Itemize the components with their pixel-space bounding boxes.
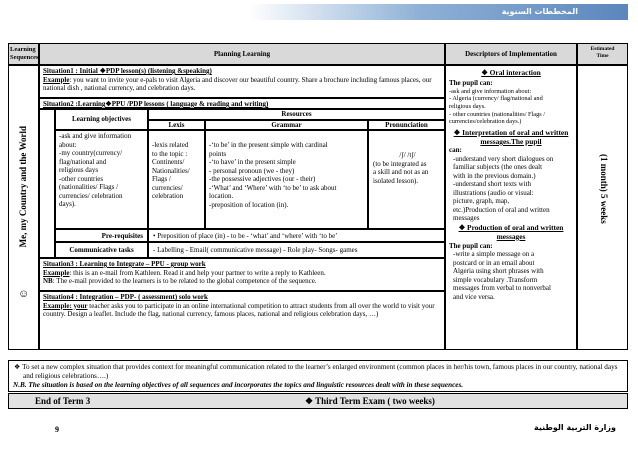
situation1-block [39, 65, 445, 98]
lexis-line: celebration [152, 192, 184, 201]
lexis-header-text: Lexis [168, 121, 185, 129]
situation3-title: Situation3 : Learning to Integrate – PPU - group work [43, 260, 206, 268]
communicative-value [148, 242, 445, 258]
bullet-icon: • [153, 232, 158, 240]
grammar-line: -‘to be’ in the present simple with cardinal [209, 141, 328, 149]
footer-note-bullet [14, 363, 621, 381]
production-item: -write a simple message on a [453, 250, 535, 259]
situation3-block [39, 258, 445, 291]
page-number: 9 [55, 425, 59, 434]
grammar-line: points [209, 149, 227, 158]
production-item: Algeria using short phrases with [453, 267, 544, 276]
can-label: can: [449, 145, 462, 154]
header-ls-line1: Learning [10, 46, 36, 53]
grammar-line: -preposition of location (in). [209, 200, 289, 209]
pronunciation-line: (to be integrated as [373, 159, 427, 168]
end-of-term-label: End of Term 3 [35, 396, 91, 406]
pupil-can-label-2: The pupil can: [449, 241, 493, 250]
sequence-title: Me, my Country and the World [18, 126, 28, 248]
situation1-example-text: : you want to invite your e-pals to visit Algeria and discover our beautiful country. Share a brochure including famous places, our national dish , national currency, and celebration days. [43, 75, 432, 93]
header-et-line2: Time [596, 52, 609, 59]
objectives-cell [55, 130, 148, 229]
situation4-example-text: teacher asks you to participate in an online international competition to attract students from all over the world to visit your country. Design a leaflet. Include the flag, national currency, famous places, national and religious celebration days, …) [43, 301, 435, 319]
interpretation-item: with in the previous domain.) [453, 171, 536, 180]
lexis-line: currencies/ [152, 183, 183, 192]
objective-line: days). [59, 200, 76, 209]
situation1-example [43, 76, 441, 93]
footer-note-block [8, 360, 628, 392]
interpretation-title [449, 128, 573, 146]
interpretation-item: messages [453, 214, 480, 223]
communicative-label-text: Communicative tasks [69, 246, 134, 254]
situation2-title: Situation2 :Learning❖PPU /PDP lessons ( language & reading and writing) [43, 100, 269, 108]
situation1-title: Situation1 : Initial ❖PDP lesson(s) (listening &speaking) [43, 67, 212, 75]
header-arabic-title: المخططات السنوية [501, 7, 578, 16]
interpretation-item: -understand short texts with [453, 180, 531, 189]
header-planning-learning-text: Planning Learning [213, 50, 271, 58]
oral-item: -ask and give information about: [449, 87, 532, 95]
lexis-line: Nationalities/ [152, 166, 190, 175]
estimated-time-value: (1 month) 5 weeks [598, 154, 609, 224]
grammar-line: -‘to have’ in the present simple [209, 158, 296, 167]
document-header-banner [248, 4, 628, 20]
production-item: messages from verbal to nonverbal [453, 284, 551, 293]
production-item: simple vocabulary .Transform [453, 275, 538, 284]
smiley-icon: ☺ [18, 288, 30, 300]
resources-header-text: Resources [281, 110, 312, 118]
pupil-can-label: The pupil can: [449, 79, 493, 88]
grammar-line: -the possessive adjectives (our - their) [209, 175, 316, 184]
grammar-header [205, 120, 368, 130]
situation3-example-text: : this is an e-mail from Kathleen. Read it and help your partner to write a reply to Kathleen. [69, 268, 326, 277]
oral-item: religious days. [449, 102, 486, 110]
situation3-nb [43, 277, 441, 286]
objective-line: about: [59, 140, 77, 149]
resources-header [148, 109, 445, 120]
header-estimated-time [577, 43, 628, 65]
pronunciation-symbols: /ʃ/ /tʃ/ [399, 151, 416, 159]
lexis-header [148, 120, 205, 130]
footer-note-text: To set a new complex situation that provides context for meaningful communication related to the learner’s enlarged environment (common places in her/his town, famous places in our country, national days and religious celebrations….) [22, 363, 618, 380]
interpretation-item: -understand very short dialogues on [453, 154, 554, 163]
pronunciation-cell [368, 130, 445, 229]
situation4-example-label: Example: your [43, 301, 88, 310]
oral-interaction-title: ❖ Oral interaction [481, 68, 541, 77]
header-ls-line2: Sequences [10, 53, 39, 61]
header-descriptors-text: Descriptors of Implementation [465, 50, 557, 58]
descriptors-column [445, 65, 577, 350]
objective-line: -other countries [59, 174, 104, 183]
lexis-line: Continents/ [152, 158, 185, 167]
objective-line: currencies/ celebration [59, 191, 123, 200]
objective-line: religious days [59, 166, 99, 175]
diamond-icon: ❖ [14, 363, 23, 371]
interpretation-item: picture, graph, map, [453, 197, 510, 206]
oral-item: - Algeria (currency/ flag/national and [449, 95, 543, 103]
prerequisites-text: Preposition of place (in) - to be - ‘what’ and ‘where’ with ‘to be’ [157, 232, 338, 240]
interpretation-item: illustrations (audio or visual: [453, 188, 534, 197]
prerequisites-value [148, 229, 445, 242]
time-column [577, 65, 628, 350]
end-term-bar [8, 393, 628, 409]
grammar-line: location. [209, 192, 234, 201]
situation2-left-gap [39, 109, 55, 258]
objectives-header-text: Learning objectives [72, 115, 131, 123]
objectives-header [55, 109, 148, 130]
situation1-example-label: Example [43, 75, 70, 84]
situation3-example-label: Example [43, 268, 70, 277]
objective-line: -ask and give information [59, 132, 132, 140]
objective-line: (nationalities/ Flags / [59, 183, 119, 192]
production-title: ❖ Production of oral and written messages [458, 222, 564, 241]
lexis-line: -lexis related [152, 141, 189, 149]
pronunciation-header-text: Pronunciation [385, 121, 428, 129]
grammar-header-text: Grammar [271, 121, 302, 129]
production-item: postcard or in an email about [453, 258, 535, 267]
interpretation-item: etc.)Production of oral and written [453, 205, 550, 214]
interpretation-title-text: ❖ Interpretation of oral and written messages. [453, 127, 569, 146]
footer-note-nb: N.B. The situation is based on the learning objectives of all sequences and incorporates the topics and linguistic resources dealt with in these sequences. [13, 380, 464, 389]
header-descriptors [445, 43, 577, 65]
production-item: and vice versa. [453, 293, 495, 302]
pronunciation-header [368, 120, 445, 130]
grammar-line: - personal pronoun (we - they) [209, 166, 295, 175]
third-term-exam-label: ❖ Third Term Exam ( two weeks) [305, 396, 435, 406]
sequence-column [8, 65, 39, 350]
ministry-arabic: وزارة التربية الوطنية [533, 423, 616, 432]
interpretation-title-tail: The pupil [510, 136, 542, 146]
lexis-cell [148, 130, 205, 229]
pronunciation-line: a skill and not as an [373, 168, 429, 177]
situation2-title-row [39, 98, 445, 109]
lexis-line: Flags / [152, 175, 171, 184]
lexis-line: to the topic : [152, 149, 188, 158]
prerequisites-label [55, 229, 148, 242]
header-planning-learning [39, 43, 445, 65]
situation4-title: Situation4 : Integration – PDP- ( assessment) solo work [43, 293, 208, 301]
situation4-example [43, 302, 441, 319]
situation3-example [43, 269, 441, 278]
header-learning-sequences [8, 43, 39, 65]
header-et-line1: Estimated [590, 46, 615, 52]
interpretation-item: familiar subjects (the ones dealt [453, 163, 543, 172]
situation4-block [39, 291, 445, 350]
grammar-line: -‘What’ and ‘Where’ with ‘to be’ to ask about [209, 183, 337, 192]
objective-line: -my country(currency/ [59, 149, 123, 158]
prerequisites-label-text: Pre-requisites [101, 232, 143, 240]
pronunciation-line: isolated lesson). [373, 176, 419, 185]
situation3-nb-text: : The e-mail provided to the learners is to be related to the global competence of the sequence. [52, 277, 317, 286]
communicative-label [55, 242, 148, 258]
objective-line: flag/national and [59, 157, 107, 166]
oral-item: - other countries (nationalities/ Flags / [449, 110, 546, 118]
communicative-text: - Labelling - Email( communicative message) - Role play- Songs- games [153, 246, 358, 254]
oral-item: currencies/celebration days.) [449, 118, 522, 126]
grammar-cell [205, 130, 368, 229]
situation3-nb-label: NB [43, 277, 53, 286]
